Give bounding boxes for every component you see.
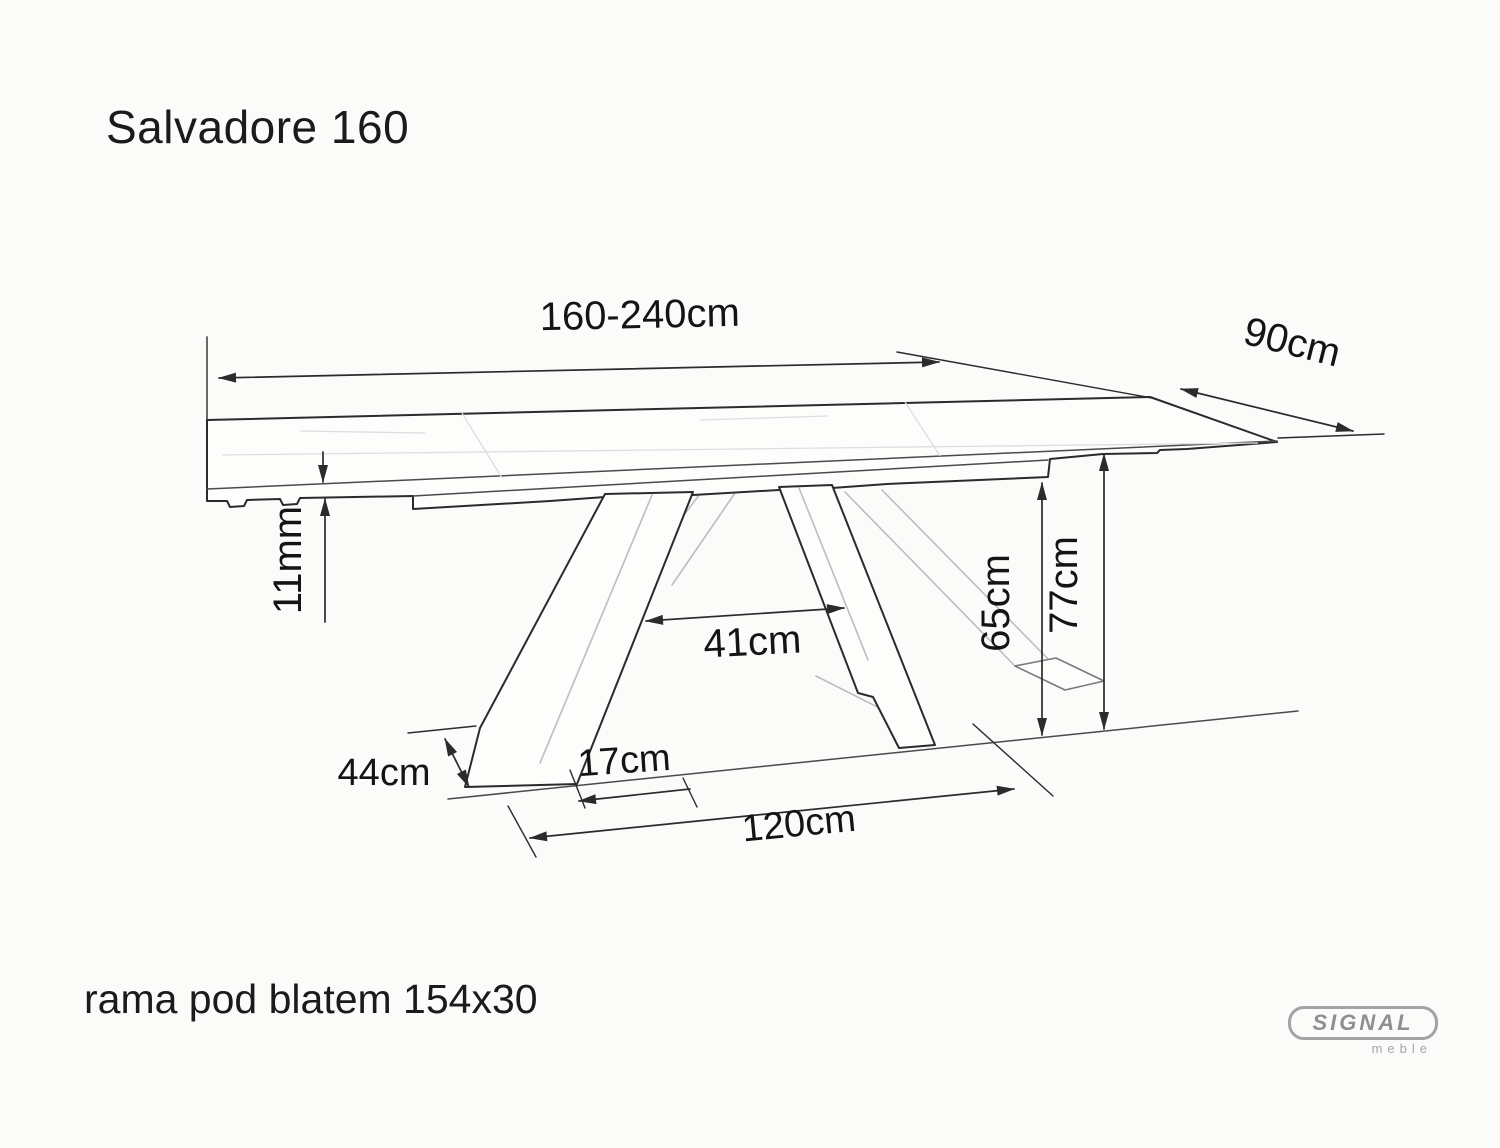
dim-underframe-height (974, 483, 1042, 735)
dim-depth-extension (1278, 434, 1384, 438)
dim-foot-spacing-line (579, 789, 690, 801)
dim-foot-length (338, 726, 476, 794)
dim-length-line (219, 362, 939, 378)
front-right-leg-outline (779, 485, 935, 748)
brand-subtitle: meble (1371, 1041, 1432, 1056)
dim-leg-spacing-line (646, 608, 844, 621)
tabletop (207, 397, 1277, 509)
dim-depth-label: 90cm (1239, 309, 1345, 376)
back-right-leg-foot (1015, 658, 1104, 690)
dim-foot-length-extension (408, 726, 476, 733)
dim-base-span-tick-left (508, 806, 536, 857)
dim-foot-spacing-tick-right (683, 778, 697, 807)
dim-length-label: 160-240cm (539, 290, 741, 340)
dim-foot-length-line (445, 739, 469, 787)
dim-foot-spacing (570, 737, 697, 808)
dim-underframe-height-label: 65cm (974, 554, 1018, 652)
brand-logo (1288, 1006, 1438, 1056)
brand-capsule (1288, 1006, 1438, 1040)
footer-note: rama pod blatem 154x30 (84, 976, 538, 1022)
dim-table-height-label: 77cm (1042, 536, 1086, 634)
back-right-leg-edge (882, 490, 1050, 661)
dim-foot-length-label: 44cm (337, 752, 431, 794)
front-right-leg (779, 485, 935, 748)
page-title: Salvadore 160 (106, 101, 410, 153)
dim-base-span-label: 120cm (740, 797, 858, 851)
dim-thickness-label: 11mm (266, 505, 310, 615)
dim-base-span-tick-right (973, 724, 1053, 796)
dim-length-leader-right (897, 352, 1152, 398)
dim-foot-spacing-label: 17cm (576, 736, 672, 786)
dim-leg-spacing (646, 608, 844, 667)
brand-name: SIGNAL (1312, 1010, 1414, 1035)
dim-leg-spacing-label: 41cm (702, 617, 803, 667)
